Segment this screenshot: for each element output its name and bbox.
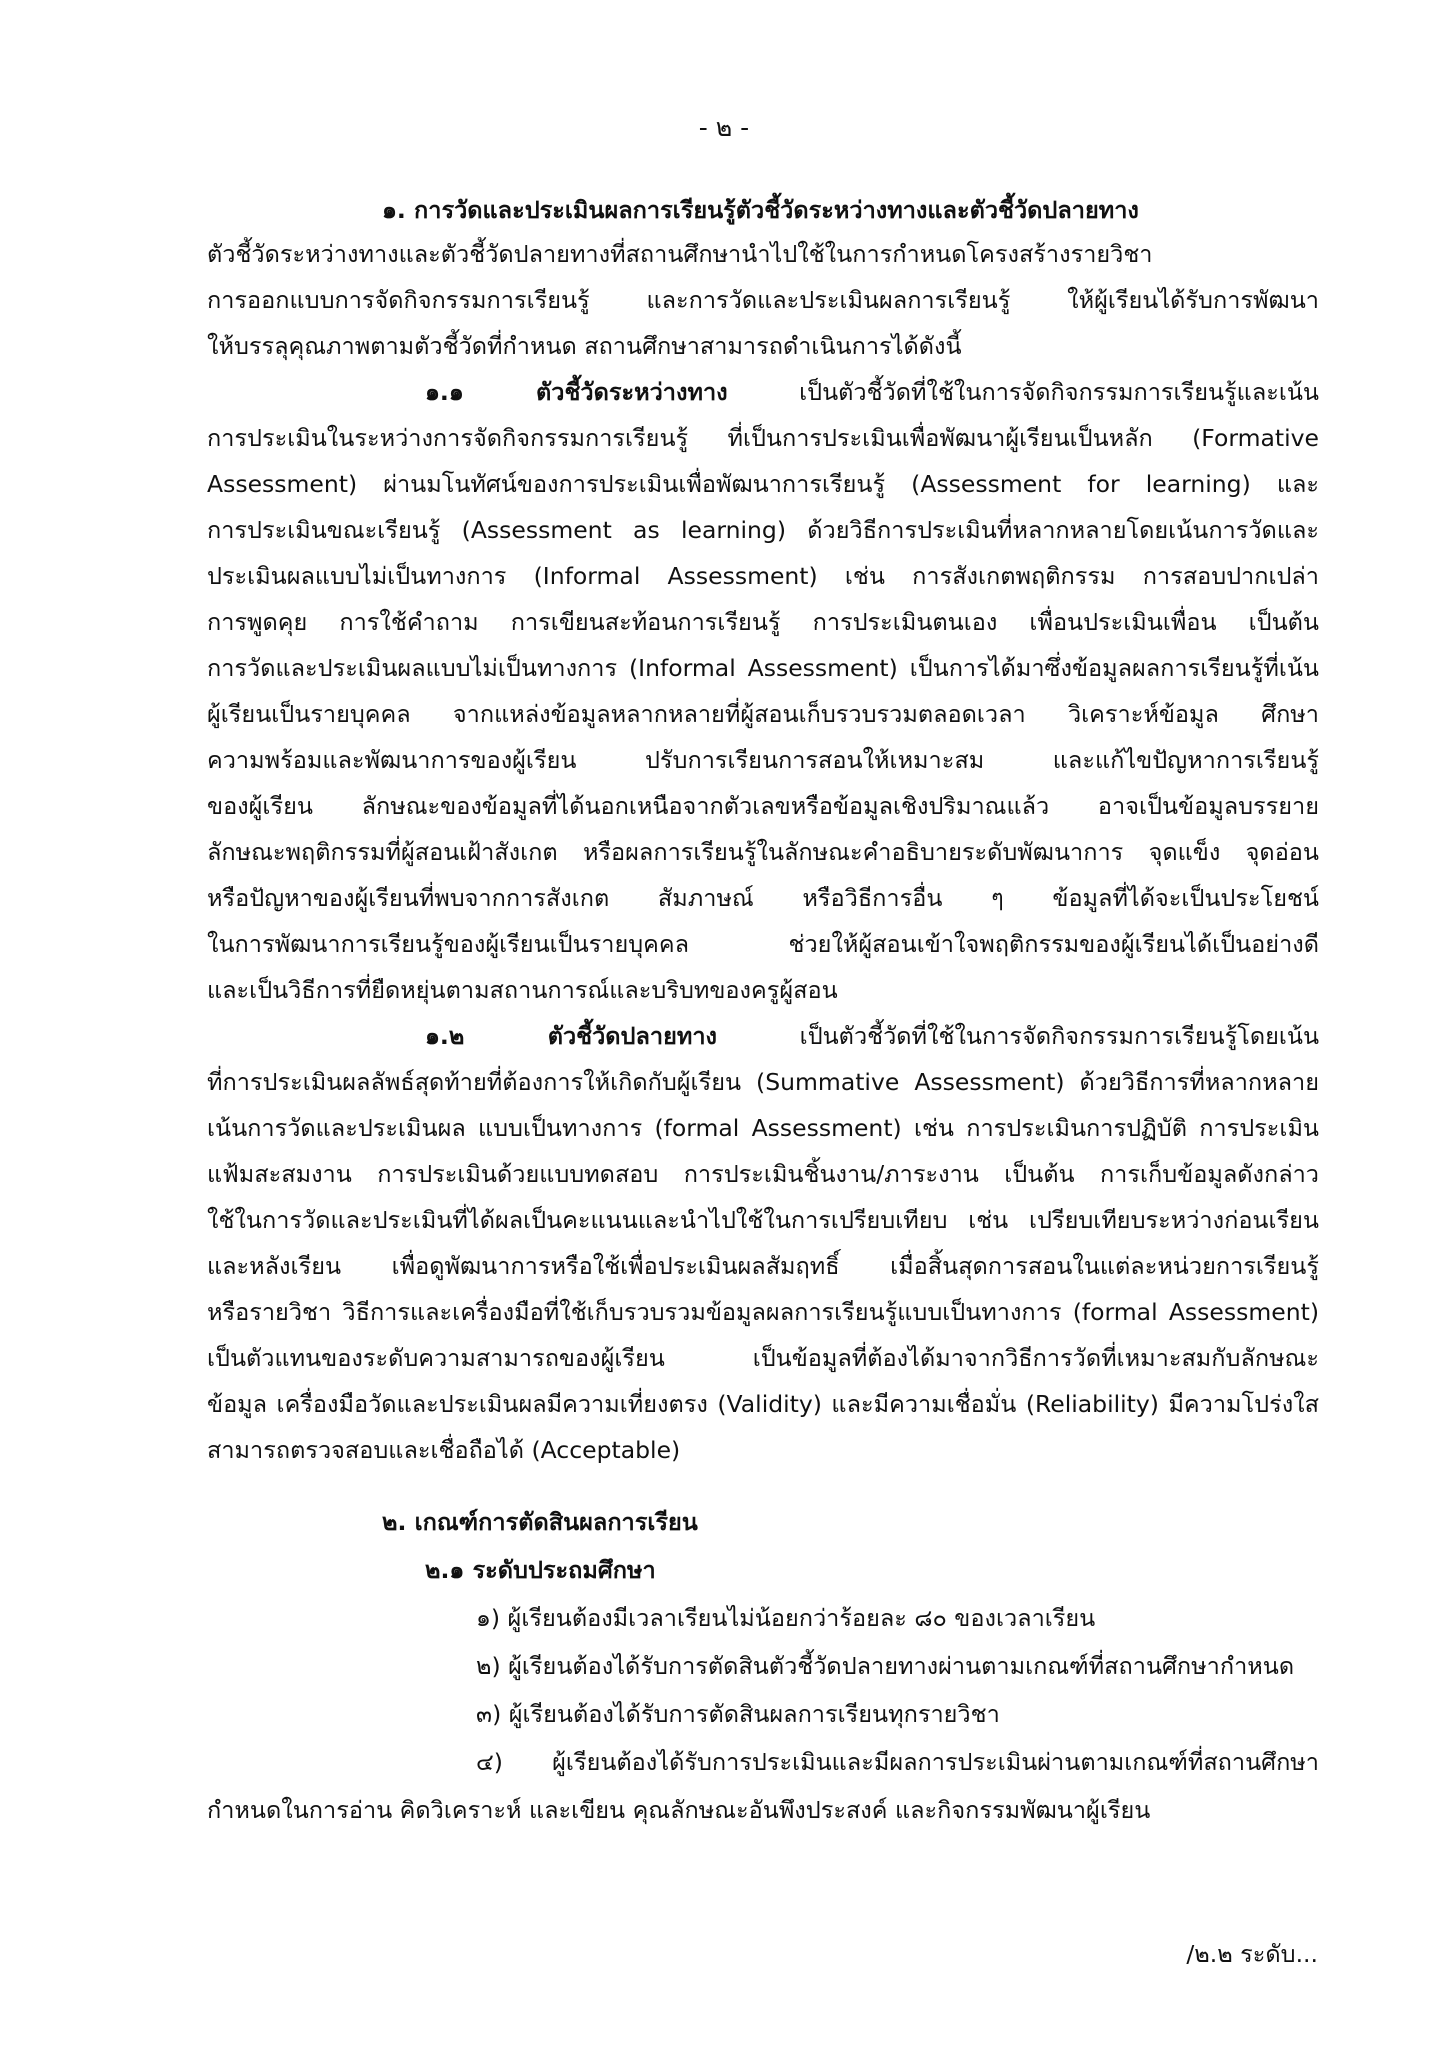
paragraph-line: และหลังเรียน เพื่อดูพัฒนาการหรือใช้เพื่อประเมินผลสัมฤทธิ์ เมื่อสิ้นสุดการสอนในแต่ละหน่วยการเรียนรู้	[207, 1252, 1319, 1280]
paragraph-line: Assessment) ผ่านมโนทัศน์ของการประเมินเพื่อพัฒนาการเรียนรู้ (Assessment for learning) และ	[207, 470, 1319, 498]
paragraph-line: ลักษณะพฤติกรรมที่ผู้สอนเฝ้าสังเกต หรือผลการเรียนรู้ในลักษณะคำอธิบายระดับพัฒนาการ จุดแข็ง จุดอ่อน	[207, 838, 1319, 866]
paragraph-line: การวัดและประเมินผลแบบไม่เป็นทางการ (Informal Assessment) เป็นการได้มาซึ่งข้อมูลผลการเรียนรู้ที่เน้น	[207, 654, 1319, 682]
paragraph-line: การประเมินในระหว่างการจัดกิจกรรมการเรียนรู้ ที่เป็นการประเมินเพื่อพัฒนาผู้เรียนเป็นหลัก (Formative	[207, 424, 1319, 452]
paragraph-line: การประเมินขณะเรียนรู้ (Assessment as learning) ด้วยวิธีการประเมินที่หลากหลายโดยเน้นการวัดและ	[207, 516, 1319, 544]
subsection-1-1-heading: ๑.๑ ตัวชี้วัดระหว่างทาง	[425, 378, 728, 406]
paragraph-line: ผู้เรียนเป็นรายบุคคล จากแหล่งข้อมูลหลากหลายที่ผู้สอนเก็บรวบรวมตลอดเวลา วิเคราะห์ข้อมูล ศึกษา	[207, 700, 1319, 728]
paragraph-line: ในการพัฒนาการเรียนรู้ของผู้เรียนเป็นรายบุคคล ช่วยให้ผู้สอนเข้าใจพฤติกรรมของผู้เรียนได้เป็นอย่างดี	[207, 930, 1319, 958]
paragraph-line: และเป็นวิธีการที่ยืดหยุ่นตามสถานการณ์และบริบทของครูผู้สอน	[207, 976, 838, 1004]
subsection-1-1-first-rest: เป็นตัวชี้วัดที่ใช้ในการจัดกิจกรรมการเรียนรู้และเน้น	[727, 378, 1319, 406]
paragraph-line: การพูดคุย การใช้คำถาม การเขียนสะท้อนการเรียนรู้ การประเมินตนเอง เพื่อนประเมินเพื่อน เป็นต้น	[207, 608, 1319, 636]
criteria-item: ๓) ผู้เรียนต้องได้รับการตัดสินผลการเรียนทุกรายวิชา	[476, 1700, 1000, 1728]
page-footer-continuation: /๒.๒ ระดับ...	[1186, 1940, 1318, 1968]
paragraph-line: หรือรายวิชา วิธีการและเครื่องมือที่ใช้เก็บรวบรวมข้อมูลผลการเรียนรู้แบบเป็นทางการ (formal Assessment)	[207, 1298, 1319, 1326]
subsection-1-2-first-line	[425, 1014, 1319, 1058]
paragraph-line: ที่การประเมินผลลัพธ์สุดท้ายที่ต้องการให้เกิดกับผู้เรียน (Summative Assessment) ด้วยวิธีการที่หลากหลาย	[207, 1068, 1319, 1096]
page-number: - ๒ -	[698, 113, 750, 142]
section2-heading: ๒. เกณฑ์การตัดสินผลการเรียน	[382, 1508, 698, 1536]
paragraph-line: เป็นตัวแทนของระดับความสามารถของผู้เรียน เป็นข้อมูลที่ต้องได้มาจากวิธีการวัดที่เหมาะสมกับลักษณะ	[207, 1344, 1319, 1372]
paragraph-line: ความพร้อมและพัฒนาการของผู้เรียน ปรับการเรียนการสอนให้เหมาะสม และแก้ไขปัญหาการเรียนรู้	[207, 746, 1319, 774]
section1-intro-line: ตัวชี้วัดระหว่างทางและตัวชี้วัดปลายทางที่สถานศึกษานำไปใช้ในการกำหนดโครงสร้างรายวิชา	[207, 240, 1153, 268]
paragraph-line: ข้อมูล เครื่องมือวัดและประเมินผลมีความเที่ยงตรง (Validity) และมีความเชื่อมั่น (Reliability) มีความโปร่งใส	[207, 1390, 1319, 1418]
paragraph-line: ของผู้เรียน ลักษณะของข้อมูลที่ได้นอกเหนือจากตัวเลขหรือข้อมูลเชิงปริมาณแล้ว อาจเป็นข้อมูลบรรยาย	[207, 792, 1319, 820]
criteria-item: ๔) ผู้เรียนต้องได้รับการประเมินและมีผลการประเมินผ่านตามเกณฑ์ที่สถานศึกษา	[476, 1748, 1319, 1776]
criteria-item-continuation: กำหนดในการอ่าน คิดวิเคราะห์ และเขียน คุณลักษณะอันพึงประสงค์ และกิจกรรมพัฒนาผู้เรียน	[207, 1796, 1151, 1824]
section1-intro-line: การออกแบบการจัดกิจกรรมการเรียนรู้ และการวัดและประเมินผลการเรียนรู้ ให้ผู้เรียนได้รับการพัฒนา	[207, 286, 1319, 314]
paragraph-line: เน้นการวัดและประเมินผล แบบเป็นทางการ (formal Assessment) เช่น การประเมินการปฏิบัติ การประเมิน	[207, 1114, 1319, 1142]
criteria-item: ๑) ผู้เรียนต้องมีเวลาเรียนไม่น้อยกว่าร้อยละ ๘๐ ของเวลาเรียน	[476, 1604, 1096, 1632]
subsection-1-2-first-rest: เป็นตัวชี้วัดที่ใช้ในการจัดกิจกรรมการเรียนรู้โดยเน้น	[717, 1022, 1320, 1050]
paragraph-line: ใช้ในการวัดและประเมินที่ได้ผลเป็นคะแนนและนำไปใช้ในการเปรียบเทียบ เช่น เปรียบเทียบระหว่างก่อนเรียน	[207, 1206, 1319, 1234]
criteria-item: ๒) ผู้เรียนต้องได้รับการตัดสินตัวชี้วัดปลายทางผ่านตามเกณฑ์ที่สถานศึกษากำหนด	[476, 1652, 1295, 1680]
subsection-1-1-first-line	[425, 370, 1319, 414]
paragraph-line: แฟ้มสะสมงาน การประเมินด้วยแบบทดสอบ การประเมินชิ้นงาน/ภาระงาน เป็นต้น การเก็บข้อมูลดังกล่าว	[207, 1160, 1319, 1188]
section2-1-heading: ๒.๑ ระดับประถมศึกษา	[425, 1556, 656, 1584]
section1-intro-line: ให้บรรลุคุณภาพตามตัวชี้วัดที่กำหนด สถานศึกษาสามารถดำเนินการได้ดังนี้	[207, 332, 962, 360]
paragraph-line: ประเมินผลแบบไม่เป็นทางการ (Informal Assessment) เช่น การสังเกตพฤติกรรม การสอบปากเปล่า	[207, 562, 1319, 590]
paragraph-line: สามารถตรวจสอบและเชื่อถือได้ (Acceptable)	[207, 1436, 681, 1464]
paragraph-line: หรือปัญหาของผู้เรียนที่พบจากการสังเกต สัมภาษณ์ หรือวิธีการอื่น ๆ ข้อมูลที่ได้จะเป็นประโยชน์	[207, 884, 1319, 912]
subsection-1-2-heading: ๑.๒ ตัวชี้วัดปลายทาง	[425, 1022, 718, 1050]
section1-heading: ๑. การวัดและประเมินผลการเรียนรู้ตัวชี้วัดระหว่างทางและตัวชี้วัดปลายทาง	[382, 196, 1139, 224]
